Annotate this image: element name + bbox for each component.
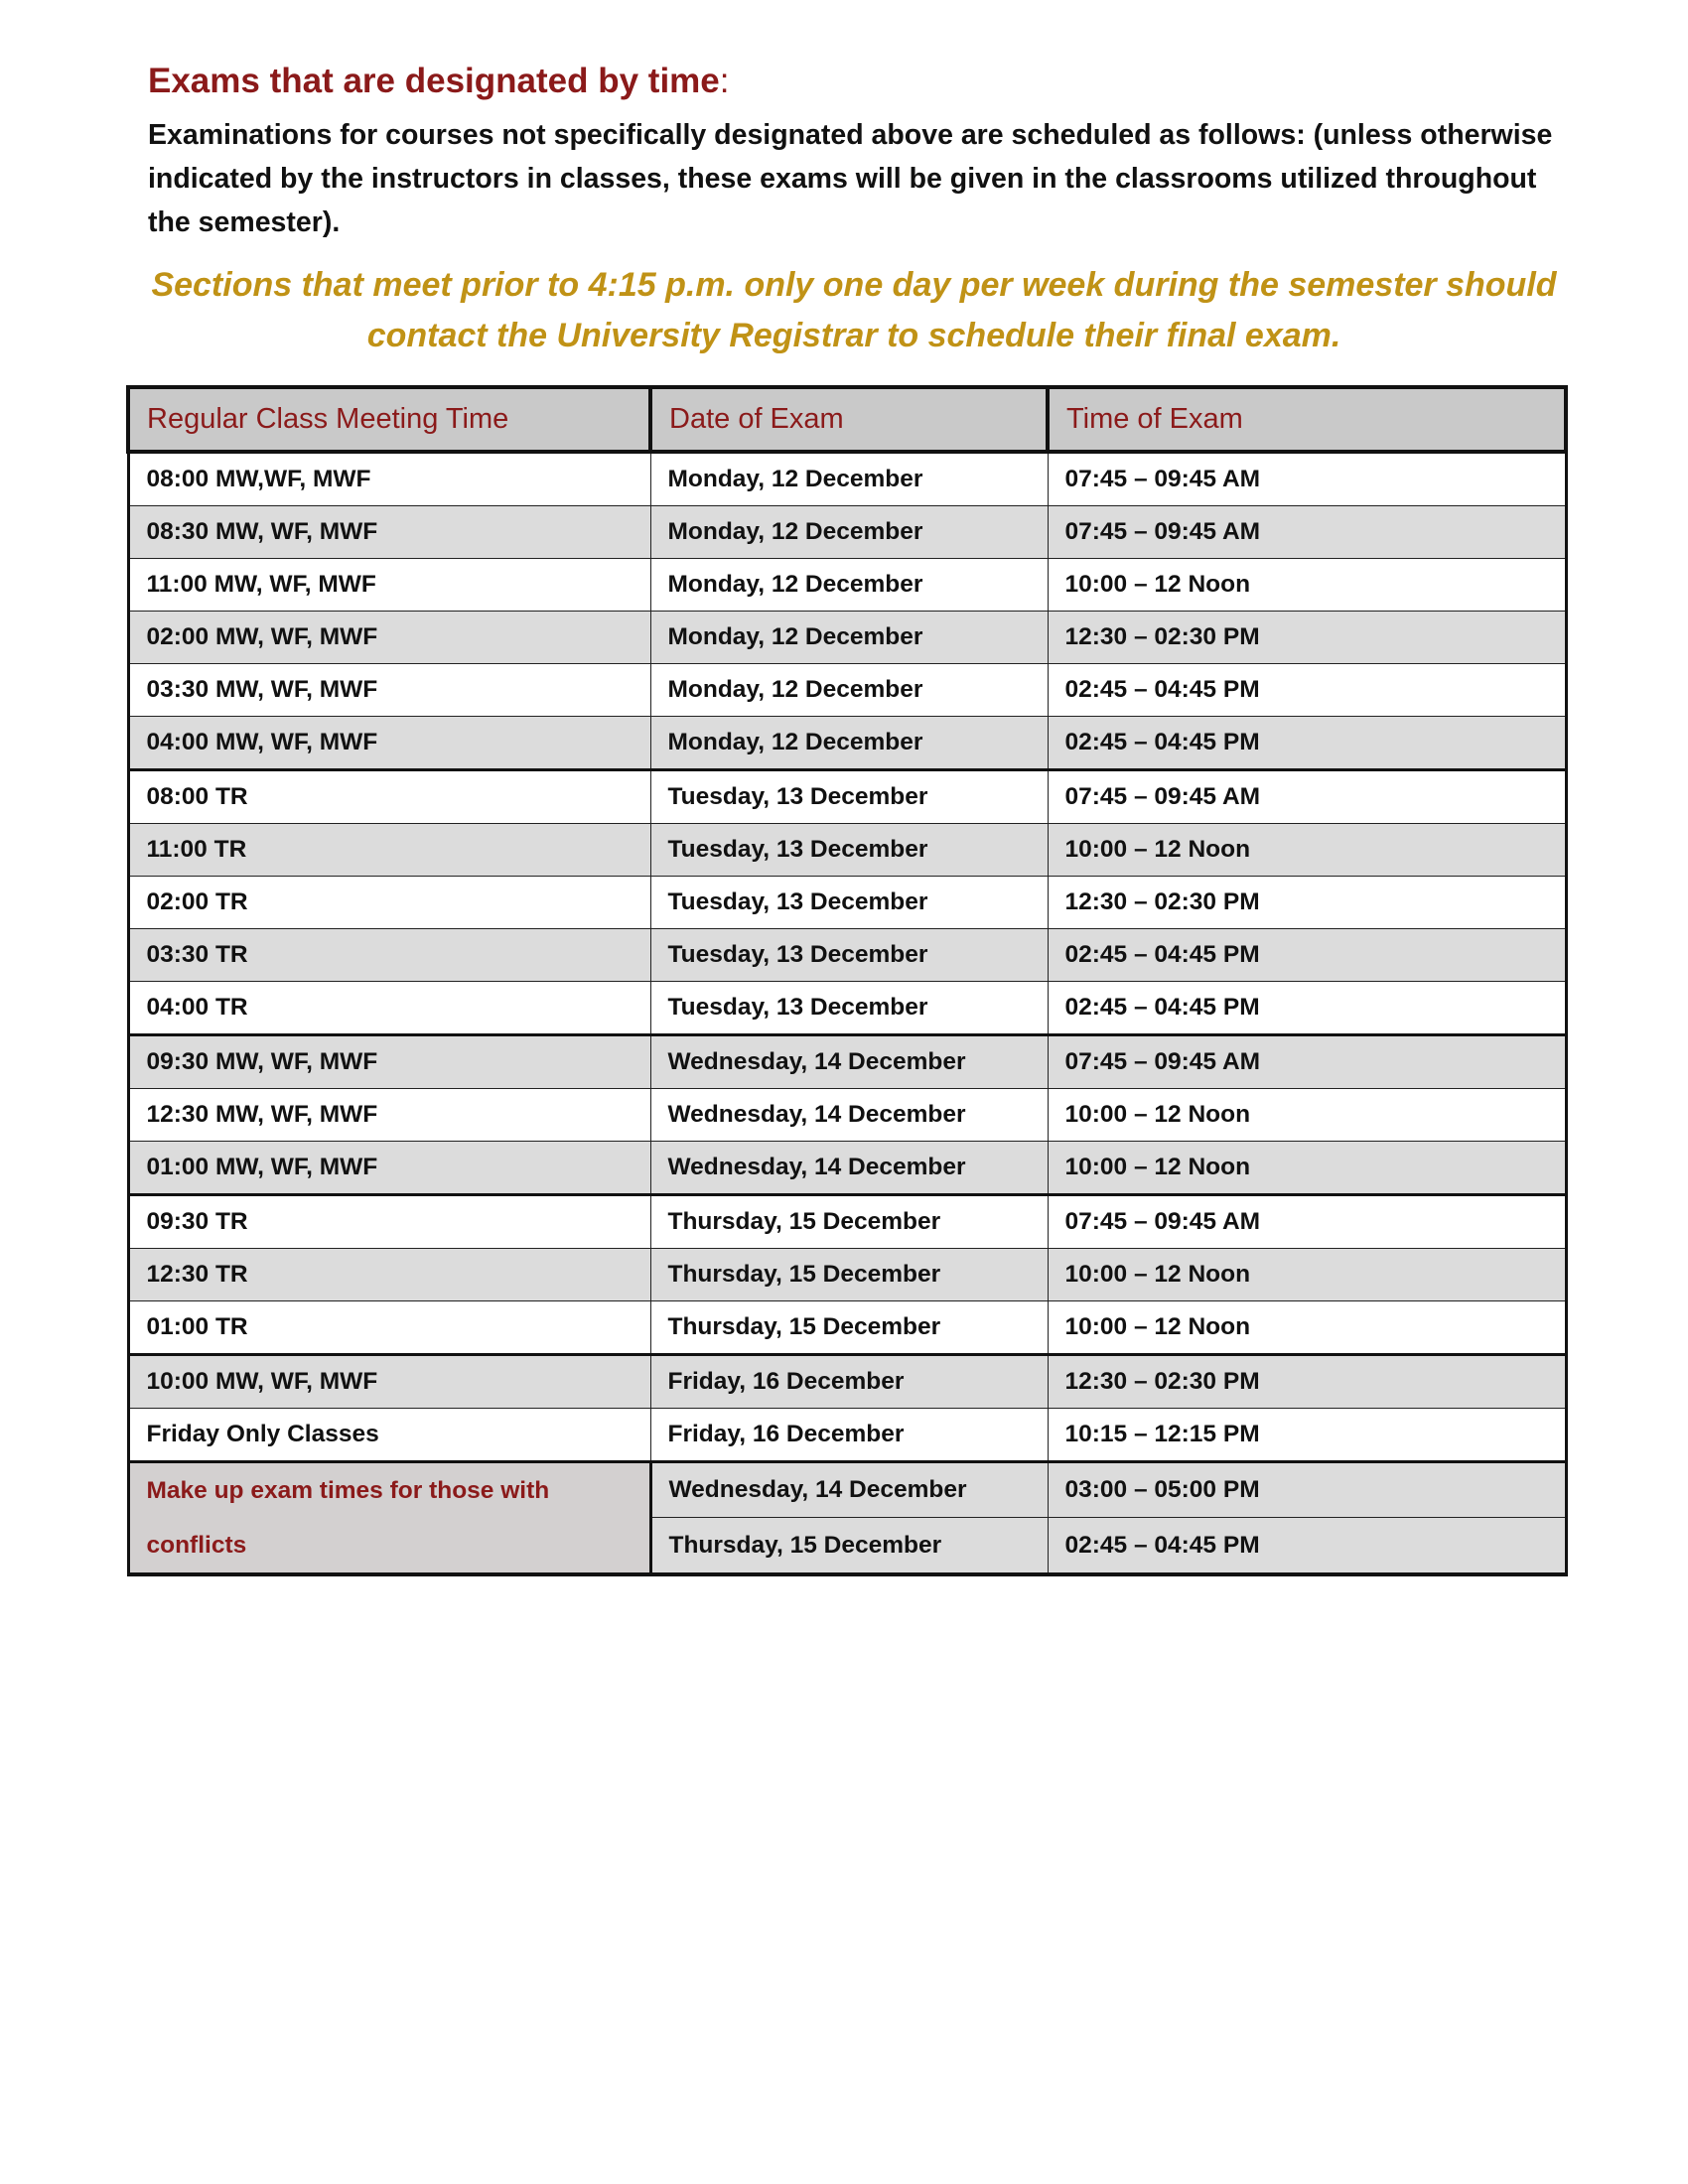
exam-schedule-table <box>126 385 1568 1576</box>
cell-date: Wednesday, 14 December <box>650 1142 1048 1195</box>
table-row <box>128 824 1566 877</box>
header-meeting-time: Regular Class Meeting Time <box>128 387 650 452</box>
cell-time: 07:45 – 09:45 AM <box>1048 1035 1566 1089</box>
cell-meeting: 01:00 TR <box>128 1301 650 1355</box>
cell-date: Monday, 12 December <box>650 452 1048 506</box>
cell-meeting: 04:00 MW, WF, MWF <box>128 717 650 770</box>
makeup-label: Make up exam times for those with conflicts <box>128 1462 650 1575</box>
table-row <box>128 982 1566 1035</box>
cell-meeting: 12:30 TR <box>128 1249 650 1301</box>
cell-meeting: 03:30 MW, WF, MWF <box>128 664 650 717</box>
cell-time: 12:30 – 02:30 PM <box>1048 877 1566 929</box>
cell-meeting: 12:30 MW, WF, MWF <box>128 1089 650 1142</box>
table-row <box>128 877 1566 929</box>
table-row <box>128 1142 1566 1195</box>
cell-meeting: 09:30 TR <box>128 1195 650 1249</box>
table-row <box>128 1035 1566 1089</box>
table-row <box>128 1249 1566 1301</box>
cell-date: Tuesday, 13 December <box>650 982 1048 1035</box>
cell-time: 02:45 – 04:45 PM <box>1048 929 1566 982</box>
cell-meeting: 11:00 MW, WF, MWF <box>128 559 650 612</box>
cell-meeting: 04:00 TR <box>128 982 650 1035</box>
table-row <box>128 452 1566 506</box>
cell-date: Thursday, 15 December <box>650 1518 1048 1574</box>
cell-meeting: 02:00 TR <box>128 877 650 929</box>
table-row <box>128 1409 1566 1462</box>
table-row <box>128 1089 1566 1142</box>
cell-time: 12:30 – 02:30 PM <box>1048 1355 1566 1409</box>
cell-meeting: 08:30 MW, WF, MWF <box>128 506 650 559</box>
cell-meeting: 08:00 TR <box>128 770 650 824</box>
cell-date: Monday, 12 December <box>650 506 1048 559</box>
cell-meeting: 08:00 MW,WF, MWF <box>128 452 650 506</box>
cell-meeting: 11:00 TR <box>128 824 650 877</box>
table-row <box>128 559 1566 612</box>
cell-date: Monday, 12 December <box>650 717 1048 770</box>
section-heading-colon: : <box>719 62 730 100</box>
table-row <box>128 717 1566 770</box>
cell-meeting: 10:00 MW, WF, MWF <box>128 1355 650 1409</box>
cell-date: Monday, 12 December <box>650 612 1048 664</box>
cell-meeting: 03:30 TR <box>128 929 650 982</box>
cell-date: Thursday, 15 December <box>650 1301 1048 1355</box>
table-row <box>128 1355 1566 1409</box>
table-header-row <box>128 387 1566 452</box>
cell-time: 02:45 – 04:45 PM <box>1048 1518 1566 1574</box>
cell-time: 10:00 – 12 Noon <box>1048 1249 1566 1301</box>
cell-time: 10:15 – 12:15 PM <box>1048 1409 1566 1462</box>
cell-time: 02:45 – 04:45 PM <box>1048 717 1566 770</box>
cell-meeting: 01:00 MW, WF, MWF <box>128 1142 650 1195</box>
cell-date: Thursday, 15 December <box>650 1249 1048 1301</box>
cell-meeting: 09:30 MW, WF, MWF <box>128 1035 650 1089</box>
intro-paragraph: Examinations for courses not specifically designated above are scheduled as follows: (unless otherwise indicated by the instructors in classes, these exams will be given in the classrooms utilized throughout the semester). <box>148 119 1553 238</box>
table-row <box>128 1301 1566 1355</box>
cell-date: Wednesday, 14 December <box>650 1089 1048 1142</box>
cell-date: Thursday, 15 December <box>650 1195 1048 1249</box>
makeup-row <box>128 1462 1566 1518</box>
cell-time: 10:00 – 12 Noon <box>1048 559 1566 612</box>
section-heading-text: Exams that are designated by time <box>148 62 720 100</box>
header-exam-date: Date of Exam <box>650 387 1048 452</box>
cell-meeting: 02:00 MW, WF, MWF <box>128 612 650 664</box>
table-row <box>128 1195 1566 1249</box>
cell-time: 10:00 – 12 Noon <box>1048 1142 1566 1195</box>
cell-meeting: Friday Only Classes <box>128 1409 650 1462</box>
cell-time: 10:00 – 12 Noon <box>1048 1301 1566 1355</box>
cell-time: 07:45 – 09:45 AM <box>1048 452 1566 506</box>
cell-time: 10:00 – 12 Noon <box>1048 1089 1566 1142</box>
cell-time: 10:00 – 12 Noon <box>1048 824 1566 877</box>
cell-date: Friday, 16 December <box>650 1355 1048 1409</box>
cell-date: Tuesday, 13 December <box>650 824 1048 877</box>
registrar-notice: Sections that meet prior to 4:15 p.m. only one day per week during the semester should contact the University Registrar to schedule their final exam. <box>151 266 1557 354</box>
table-row <box>128 770 1566 824</box>
table-row <box>128 664 1566 717</box>
cell-time: 07:45 – 09:45 AM <box>1048 506 1566 559</box>
cell-date: Friday, 16 December <box>650 1409 1048 1462</box>
table-row <box>128 929 1566 982</box>
cell-time: 07:45 – 09:45 AM <box>1048 770 1566 824</box>
cell-time: 12:30 – 02:30 PM <box>1048 612 1566 664</box>
cell-date: Tuesday, 13 December <box>650 770 1048 824</box>
section-heading <box>148 62 730 101</box>
table-row <box>128 506 1566 559</box>
cell-date: Monday, 12 December <box>650 559 1048 612</box>
cell-date: Tuesday, 13 December <box>650 929 1048 982</box>
cell-time: 02:45 – 04:45 PM <box>1048 982 1566 1035</box>
header-exam-time: Time of Exam <box>1048 387 1566 452</box>
cell-date: Tuesday, 13 December <box>650 877 1048 929</box>
cell-time: 07:45 – 09:45 AM <box>1048 1195 1566 1249</box>
cell-time: 03:00 – 05:00 PM <box>1048 1462 1566 1518</box>
cell-time: 02:45 – 04:45 PM <box>1048 664 1566 717</box>
table-row <box>128 612 1566 664</box>
cell-date: Wednesday, 14 December <box>650 1035 1048 1089</box>
cell-date: Wednesday, 14 December <box>650 1462 1048 1518</box>
cell-date: Monday, 12 December <box>650 664 1048 717</box>
